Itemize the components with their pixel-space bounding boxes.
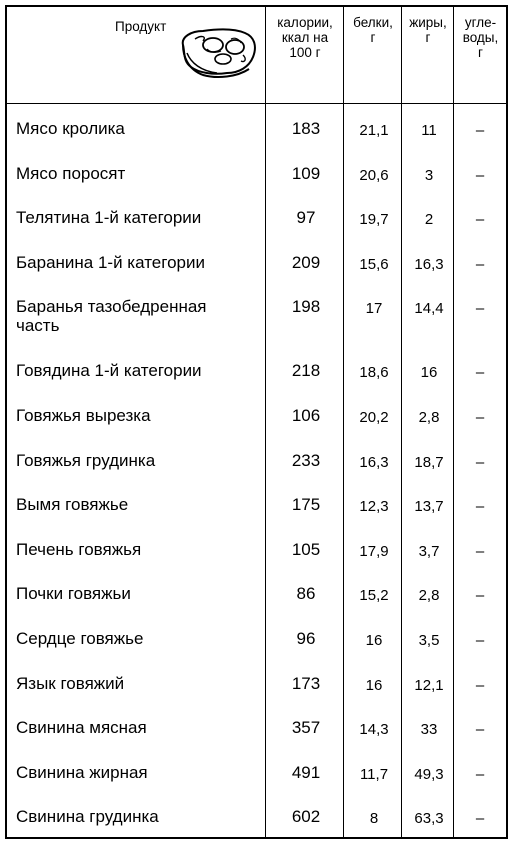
carbs-value: –: [475, 498, 485, 516]
protein-value: 18,6: [359, 364, 389, 382]
calories-value: 218: [291, 361, 321, 381]
product-name: Баранина 1-й категории: [16, 252, 205, 272]
calories-value: 175: [291, 495, 321, 515]
fat-value: 3,5: [418, 631, 440, 649]
product-name: Баранья тазобедренная часть: [16, 297, 207, 336]
table-row: [7, 570, 506, 615]
calories-value: 198: [291, 297, 321, 317]
fat-value: 2,8: [418, 587, 440, 605]
carbs-value: –: [475, 408, 485, 426]
fat-value: 16,3: [414, 255, 444, 273]
product-name: Говяжья вырезка: [16, 405, 151, 425]
header-calories: калории, ккал на 100 г: [277, 15, 333, 60]
table-row: [7, 615, 506, 660]
carbs-value: –: [475, 631, 485, 649]
calories-value: 109: [291, 163, 321, 183]
product-name: Печень говяжья: [16, 539, 142, 559]
table-row: [7, 194, 506, 239]
table-body: [7, 105, 506, 838]
calories-value: 491: [291, 762, 321, 782]
header-divider: [7, 103, 506, 104]
header-fat: жиры, г: [409, 15, 447, 45]
table-row: [7, 749, 506, 794]
product-name: Говяжья грудинка: [16, 450, 156, 470]
protein-value: 20,6: [359, 166, 389, 184]
table-row: [7, 239, 506, 284]
product-name: Мясо поросят: [16, 163, 126, 183]
product-name: Говядина 1-й категории: [16, 361, 202, 381]
product-name: Телятина 1-й категории: [16, 208, 202, 228]
fat-value: 11: [421, 122, 437, 139]
calories-value: 357: [291, 718, 321, 738]
carbs-value: –: [475, 587, 485, 605]
fat-value: 14,4: [414, 300, 444, 318]
product-name: Язык говяжий: [16, 673, 125, 693]
product-name: Свинина грудинка: [16, 807, 159, 827]
header-product: [7, 7, 267, 103]
table-row: [7, 481, 506, 526]
header-product-label: Продукт: [115, 19, 167, 34]
protein-value: 21,1: [359, 122, 389, 139]
fat-value: 2: [424, 211, 434, 229]
fat-value: 3: [424, 166, 434, 184]
carbs-value: –: [475, 542, 485, 560]
protein-value: 15,6: [359, 255, 389, 273]
table-row: [7, 660, 506, 705]
header-carbs: угле-воды, г: [462, 15, 499, 60]
carbs-value: –: [475, 721, 485, 739]
table-row: [7, 392, 506, 437]
carbs-value: –: [475, 300, 485, 318]
product-name: Свинина жирная: [16, 762, 148, 782]
table-row: [7, 283, 506, 347]
protein-value: 8: [369, 810, 379, 828]
calories-value: 106: [291, 405, 321, 425]
protein-value: 11,7: [359, 765, 389, 783]
calories-value: 97: [296, 208, 316, 228]
table-row: [7, 704, 506, 749]
protein-value: 16: [365, 676, 383, 694]
table-row: [7, 105, 506, 150]
table-row: [7, 526, 506, 571]
product-name: Вымя говяжье: [16, 495, 129, 515]
fat-value: 3,7: [418, 542, 440, 560]
fat-value: 12,1: [414, 676, 444, 694]
protein-value: 16: [365, 631, 383, 649]
product-name: Свинина мясная: [16, 718, 147, 738]
carbs-value: –: [475, 364, 485, 382]
product-name: Почки говяжьи: [16, 584, 131, 604]
meat-steak-icon: [177, 25, 259, 79]
table-row: [7, 150, 506, 195]
protein-value: 14,3: [359, 721, 389, 739]
fat-value: 33: [420, 721, 438, 739]
protein-value: 19,7: [359, 211, 389, 229]
table-row: [7, 793, 506, 838]
nutrition-table: [5, 5, 508, 839]
header-protein: белки, г: [353, 15, 393, 45]
protein-value: 15,2: [359, 587, 389, 605]
calories-value: 173: [291, 673, 321, 693]
protein-value: 20,2: [359, 408, 389, 426]
calories-value: 233: [291, 450, 321, 470]
protein-value: 12,3: [359, 498, 389, 516]
carbs-value: –: [475, 122, 485, 139]
fat-value: 16: [420, 364, 438, 382]
fat-value: 18,7: [414, 453, 444, 471]
carbs-value: –: [475, 453, 485, 471]
calories-value: 209: [291, 252, 321, 272]
carbs-value: –: [475, 211, 485, 229]
fat-value: 63,3: [414, 810, 444, 828]
calories-value: 183: [291, 119, 321, 138]
calories-value: 86: [296, 584, 316, 604]
carbs-value: –: [475, 166, 485, 184]
protein-value: 17: [365, 300, 383, 318]
table-row: [7, 437, 506, 482]
calories-value: 602: [291, 807, 321, 827]
product-name: Сердце говяжье: [16, 628, 144, 648]
carbs-value: –: [475, 810, 485, 828]
protein-value: 16,3: [359, 453, 389, 471]
calories-value: 96: [296, 628, 316, 648]
carbs-value: –: [475, 676, 485, 694]
calories-value: 105: [291, 539, 321, 559]
fat-value: 13,7: [414, 498, 444, 516]
fat-value: 2,8: [418, 408, 440, 426]
carbs-value: –: [475, 765, 485, 783]
product-name: Мясо кролика: [16, 119, 125, 138]
fat-value: 49,3: [414, 765, 444, 783]
table-row: [7, 347, 506, 392]
carbs-value: –: [475, 255, 485, 273]
protein-value: 17,9: [359, 542, 389, 560]
